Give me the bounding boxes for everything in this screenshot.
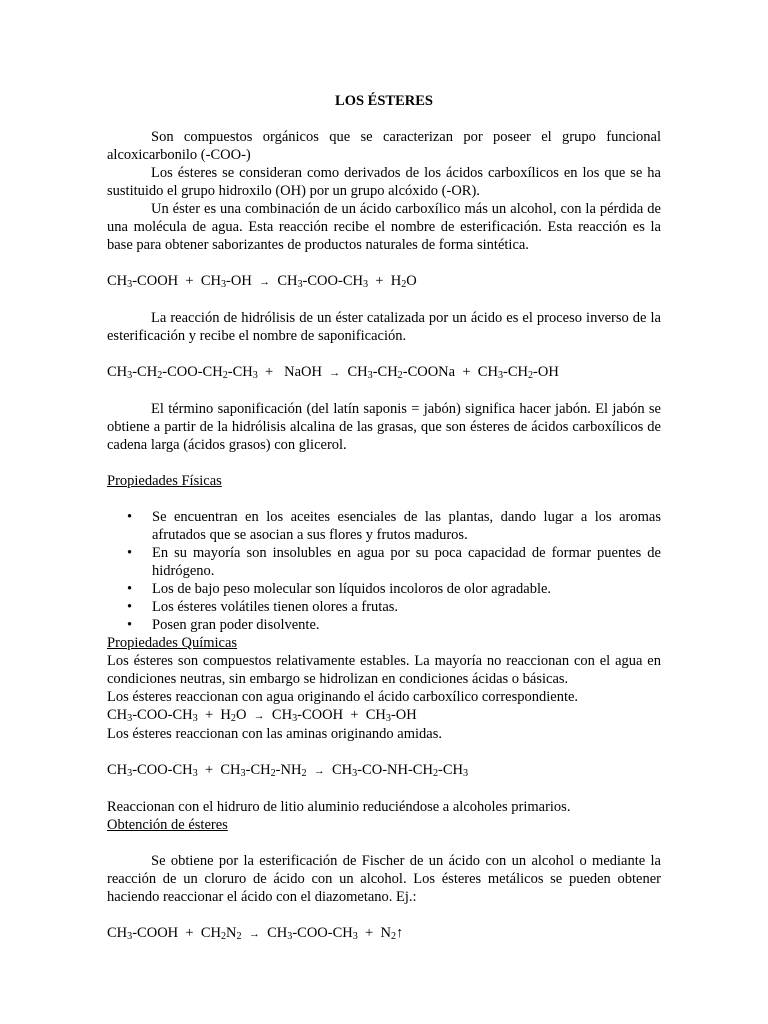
saponification-paragraph-2: El término saponificación (del latín saponis = jabón) significa hacer jabón. El jabón se obtiene a partir de la hidrólisis alcalina de las grasas, que son ésteres de ácidos carboxílicos de cadena larga (ácidos grasos) con glicerol.: [107, 401, 661, 453]
chemical-paragraph-3: Los ésteres reaccionan con las aminas originando amidas.: [107, 726, 442, 742]
bullet-icon: •: [127, 545, 133, 561]
gas-release-arrow-icon: ↑: [396, 925, 404, 941]
spacer: [107, 490, 661, 508]
formula: $CH_3-OH$: [200, 273, 252, 290]
formula: $CH_3-CH_2-OH$: [477, 364, 559, 381]
page-title: LOS ÉSTERES: [335, 93, 433, 109]
formula: $CH_3-CH_2-COO-CH_2-CH_3$: [107, 364, 258, 381]
plus-sign: +: [350, 707, 359, 723]
plus-sign: +: [265, 364, 274, 380]
formula: $CH_3$-COOH: [107, 273, 179, 290]
spacer: [107, 906, 661, 924]
equation-esterification: [107, 272, 661, 291]
reaction-arrow-icon: →: [253, 710, 265, 722]
chemical-paragraph-1: Los ésteres son compuestos relativamente estables. La mayoría no reaccionan con el agua en condiciones neutras, sin embargo se hidrolizan en condiciones ácidas o básicas.: [107, 653, 661, 687]
plus-sign: +: [204, 707, 214, 723]
formula: $CH_3-CH_2$-COONa: [347, 364, 456, 381]
reaction-arrow-icon: →: [259, 276, 271, 288]
list-item: • En su mayoría son insolubles en agua por su poca capacidad de formar puentes de hidrógeno.: [127, 545, 661, 579]
formula: $CH_3-CH_2-NH_2$: [220, 762, 307, 779]
formula: $CH_2N_2$: [200, 925, 242, 942]
plus-sign: +: [365, 925, 374, 941]
formula: $CH_3-COO-CH_3$: [107, 707, 198, 724]
physical-properties-heading: Propiedades Físicas: [107, 473, 222, 489]
spacer: [107, 254, 661, 272]
list-item: • Se encuentran en los aceites esenciales de las plantas, dando lugar a los aromas afrutados que se asocian a sus flores y frutos maduros.: [127, 509, 661, 543]
equation-amidation: [107, 761, 661, 780]
intro-paragraph-3: Un éster es una combinación de un ácido carboxílico más un alcohol, con la pérdida de una molécula de agua. Esta reacción recibe el nombre de esterificación. Esta reacción es la base para obtener saborizantes de productos naturales de forma sintética.: [107, 201, 661, 253]
obtaining-heading: Obtención de ésteres: [107, 817, 228, 833]
list-item: • Los ésteres volátiles tienen olores a frutas.: [127, 599, 399, 615]
plus-sign: +: [462, 364, 471, 380]
spacer: [107, 345, 661, 363]
document-body: [107, 92, 661, 943]
chemical-properties-heading: Propiedades Químicas: [107, 635, 238, 651]
obtaining-paragraph: Se obtiene por la esterificación de Fischer de un ácido con un alcohol o mediante la reacción de un cloruro de ácido con un alcohol. Los ésteres metálicos se pueden obtener haciendo reaccionar el ácido con el diazometano. Ej.:: [107, 853, 661, 905]
equation-diazomethane: [107, 924, 661, 943]
formula: $CH_3$-COOH: [271, 707, 344, 724]
formula: $CH_3-COO-CH_3$: [267, 925, 358, 942]
formula: $CH_3-COO-CH_3$: [277, 273, 369, 290]
plus-sign: +: [185, 273, 194, 289]
intro-paragraph-1: Son compuestos orgánicos que se caracterizan por poseer el grupo funcional alcoxicarbonilo (-COO-): [107, 129, 661, 163]
chemical-paragraph-4: Reaccionan con el hidruro de litio aluminio reduciéndose a alcoholes primarios.: [107, 799, 571, 815]
formula: $CH_3-OH$: [365, 707, 417, 724]
plus-sign: +: [204, 762, 214, 778]
intro-paragraph-2: Los ésteres se consideran como derivados de los ácidos carboxílicos en los que se ha sustituido el grupo hidroxilo (OH) por un grupo alcóxido (-OR).: [107, 165, 661, 199]
spacer: [107, 382, 661, 400]
equation-hydrolysis: [107, 706, 661, 725]
bullet-icon: •: [127, 599, 133, 615]
spacer: [107, 291, 661, 309]
formula: $CH_3-CO-NH-CH_2-CH_3$: [332, 762, 469, 779]
formula: $CH_3-COO-CH_3$: [107, 762, 198, 779]
reaction-arrow-icon: →: [329, 367, 341, 379]
list-item: • Posen gran poder disolvente.: [127, 617, 320, 633]
formula: $CH_3$-COOH: [107, 925, 179, 942]
formula: NaOH: [284, 364, 322, 380]
spacer: [107, 780, 661, 798]
saponification-paragraph-1: La reacción de hidrólisis de un éster catalizada por un ácido es el proceso inverso de la esterificación y recibe el nombre de saponificación.: [107, 310, 661, 344]
bullet-icon: •: [127, 617, 133, 633]
spacer: [107, 454, 661, 472]
plus-sign: +: [185, 925, 194, 941]
physical-properties-list: [107, 508, 661, 634]
equation-saponification: [107, 363, 661, 382]
formula: $H_2O$: [390, 273, 417, 290]
list-item: • Los de bajo peso molecular son líquidos incoloros de olor agradable.: [127, 581, 552, 597]
chemical-paragraph-2: Los ésteres reaccionan con agua originando el ácido carboxílico correspondiente.: [107, 689, 579, 705]
spacer: [107, 743, 661, 761]
spacer: [107, 834, 661, 852]
formula: $N_2$: [380, 925, 397, 942]
reaction-arrow-icon: →: [313, 765, 325, 777]
plus-sign: +: [375, 273, 384, 289]
bullet-icon: •: [127, 581, 133, 597]
bullet-icon: •: [127, 509, 133, 525]
reaction-arrow-icon: →: [248, 928, 260, 940]
formula: $H_2O$: [220, 707, 247, 724]
